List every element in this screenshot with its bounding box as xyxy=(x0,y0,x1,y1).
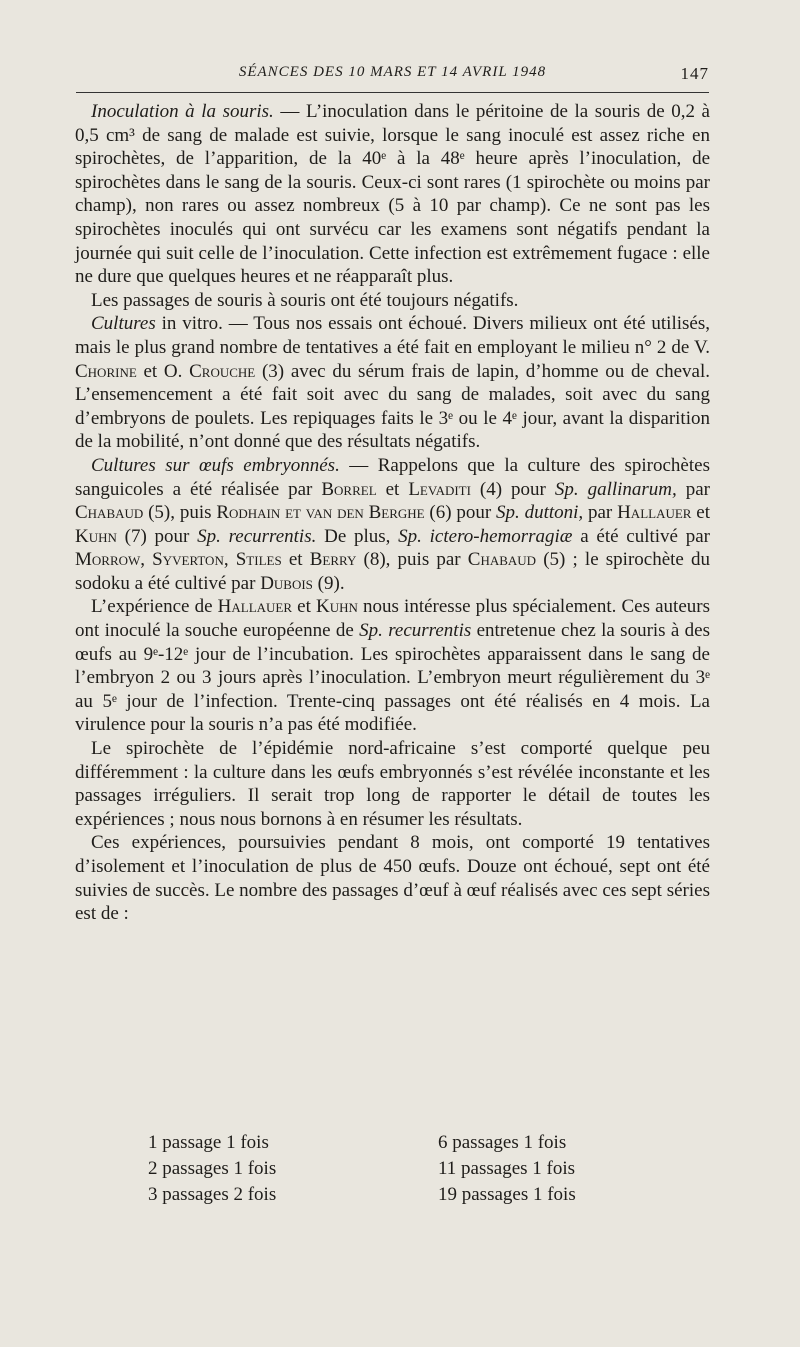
table-cell: 1 passage 1 fois xyxy=(148,1132,269,1153)
section-lead-cultures-oeufs: Cultures sur œufs embryonnés. xyxy=(91,454,340,476)
table-row xyxy=(148,1132,628,1158)
table-cell: 19 passages 1 fois xyxy=(438,1184,576,1205)
table-cell: 11 passages 1 fois xyxy=(438,1158,576,1179)
table-cell: 2 passages 1 fois xyxy=(148,1158,277,1179)
paragraph-cultures-in-vitro: Cultures in vitro. — Tous nos essais ont échoué. Divers milieux ont été utilisés, mais le plus grand nombre de tentatives a été fait en employant le milieu n° 2 de V. Chorine et O. Crouche (3) avec du sérum frais de lapin, d’homme ou de cheval. L’ensemencement a été fait soit avec du sang de malades, soit avec du sang d’embryons de poulets. Les repiquages faits le 3ᵉ ou le 4ᵉ jour, avant la disparition de la mobilité, n’ont donné que des résultats négatifs. xyxy=(75,313,710,453)
paragraph-cultures-oeufs: Cultures sur œufs embryonnés. — Rappelons que la culture des spirochètes sanguicoles a été réalisée par Borrel et Levaditi (4) pour Sp. gallinarum, par Chabaud (5), puis Rodhain et van den Berghe (6) pour Sp. duttoni, par Hallauer et Kuhn (7) pour Sp. recurrentis. De plus, Sp. ictero-hemorragiæ a été cultivé par Morrow, Syverton, Stiles et Berry (8), puis par Chabaud (5) ; le spirochète du sodoku a été cultivé par Dubois (9). xyxy=(75,454,711,594)
paragraph-hallauer-kuhn: L’expérience de Hallauer et Kuhn nous intéresse plus spécialement. Ces auteurs ont inoculé la souche européenne de Sp. recurrentis entretenue chez la souris à des œufs au 9ᵉ-12ᵉ jour de l’incubation. Les spirochètes apparaissent dans le sang de l’embryon 2 ou 3 jours après l’inoculation. L’embryon meurt régulièrement du 3ᵉ au 5ᵉ jour de l’infection. Trente-cinq passages ont été réalisés en 4 mois. La virulence pour la souris n’a pas été modifiée. xyxy=(75,596,710,736)
paragraph-passages: Les passages de souris à souris ont été toujours négatifs. xyxy=(91,289,519,311)
body-text xyxy=(75,100,710,926)
table-cell: 6 passages 1 fois xyxy=(438,1132,567,1153)
table-row xyxy=(148,1158,628,1184)
header-rule xyxy=(76,92,709,93)
page-header xyxy=(76,60,709,90)
table-row xyxy=(148,1184,628,1210)
paragraph-experiences: Ces expériences, poursuivies pendant 8 mois, ont comporté 19 tentatives d’isolement et l’inoculation de plus de 450 œufs. Douze ont échoué, sept ont été suivies de succès. Le nombre des passages d’œuf à œuf réalisés avec ces sept séries est de : xyxy=(75,832,710,925)
page-number: 147 xyxy=(680,64,709,83)
running-title: SÉANCES DES 10 MARS ET 14 AVRIL 1948 xyxy=(238,64,547,80)
section-lead-inoculation: Inoculation à la souris. xyxy=(91,101,274,122)
paragraph-inoculation: Inoculation à la souris. — L’inoculation dans le péritoine de la souris de 0,2 à 0,5 cm³ de sang de malade est suivie, lorsque le sang inoculé est assez riche en spirochètes, de l’apparition, de la 40ᵉ à la 48ᵉ heure après l’inoculation, de spirochètes dans le sang de la souris. Ceux-ci sont rares (1 spirochète ou moins par champ), non rares ou assez nombreux (5 à 10 par champ). Ce ne sont pas les spirochètes inoculés qui ont survécu car les examens sont négatifs pendant la journée qui suit celle de l’inoculation. Cette infection est extrêmement fugace : elle ne dure que quelques heures et ne réapparaît plus. xyxy=(75,101,710,288)
section-lead-cultures: Cultures xyxy=(91,313,156,335)
table-cell: 3 passages 2 fois xyxy=(148,1184,277,1205)
passages-table xyxy=(148,1132,628,1210)
paragraph-epidemie: Le spirochète de l’épidémie nord-africaine s’est comporté quelque peu différemment : la culture dans les œufs embryonnés s’est révélée inconstante et les passages irréguliers. Il serait trop long de rapporter le détail de toutes les expériences ; nous nous bornons à en résumer les résultats. xyxy=(75,738,710,830)
